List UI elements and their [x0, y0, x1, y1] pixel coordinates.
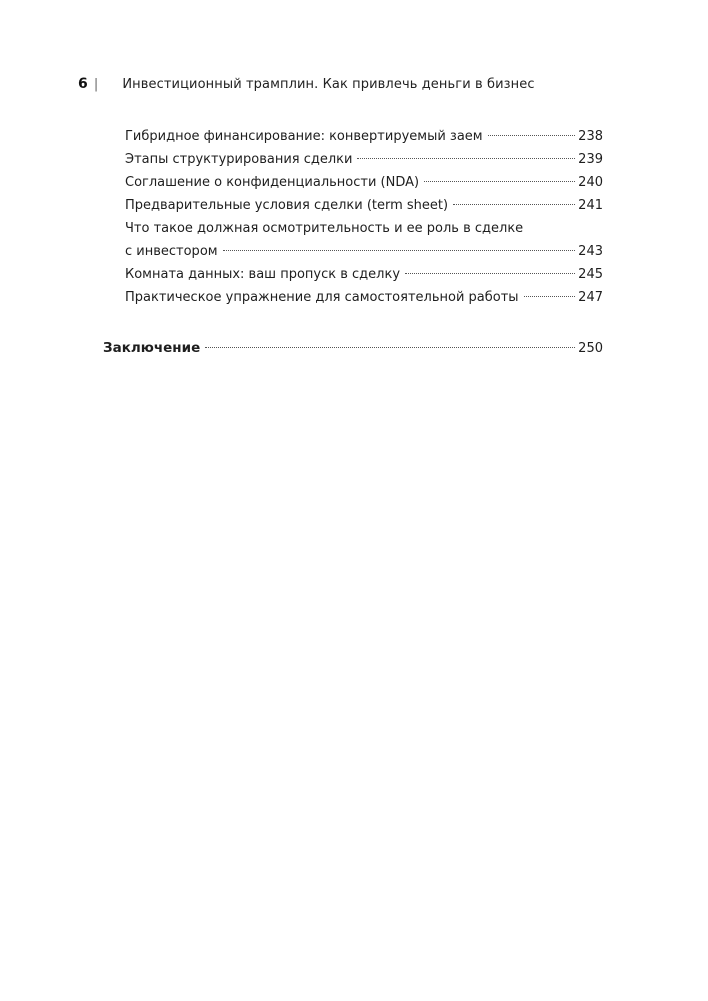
dot-leader: [357, 158, 575, 159]
toc-entry-multiline[interactable]: [125, 217, 603, 263]
toc-entry-page: 245: [578, 267, 603, 282]
toc-entry-title: Предварительные условия сделки (term sheet): [125, 198, 449, 213]
dot-leader: [223, 250, 576, 251]
toc-entry[interactable]: [125, 171, 603, 194]
toc-entry-page: 240: [578, 175, 603, 190]
running-header: [78, 76, 535, 96]
header-separator: |: [93, 77, 99, 92]
dot-leader: [488, 135, 576, 136]
toc-entry[interactable]: [125, 263, 603, 286]
dot-leader: [424, 181, 575, 182]
toc-entry-title: Комната данных: ваш пропуск в сделку: [125, 267, 401, 282]
toc-chapter-page: 250: [578, 341, 603, 356]
toc-entry-title: Гибридное финансирование: конвертируемый заем: [125, 129, 483, 144]
dot-leader: [524, 296, 576, 297]
toc-entry-page: 241: [578, 198, 603, 213]
dot-leader: [405, 273, 575, 274]
toc-chapter-entry[interactable]: [103, 337, 603, 360]
toc-entry-page: 239: [578, 152, 603, 167]
toc-main-list: [103, 337, 603, 360]
toc-entry-page: 247: [578, 290, 603, 305]
toc-entry-title-line2: с инвестором: [125, 244, 218, 259]
dot-leader: [205, 347, 575, 348]
toc-entry-title: Этапы структурирования сделки: [125, 152, 353, 167]
toc-entry-page: 243: [578, 244, 603, 259]
dot-leader: [453, 204, 575, 205]
toc-chapter-title: Заключение: [103, 340, 201, 356]
book-title: Инвестиционный трамплин. Как привлечь деньги в бизнес: [122, 77, 535, 92]
toc-entry[interactable]: [125, 125, 603, 148]
toc-subsection-list: [125, 125, 603, 309]
page-number: 6: [78, 76, 88, 92]
toc-entry-title: Практическое упражнение для самостоятельной работы: [125, 290, 519, 305]
toc-entry[interactable]: [125, 286, 603, 309]
toc-entry-page: 238: [578, 129, 603, 144]
toc-entry-title-line1: Что такое должная осмотрительность и ее роль в сделке: [125, 221, 524, 236]
toc-entry[interactable]: [125, 148, 603, 171]
toc-entry[interactable]: [125, 194, 603, 217]
toc-entry-title: Соглашение о конфиденциальности (NDA): [125, 175, 420, 190]
